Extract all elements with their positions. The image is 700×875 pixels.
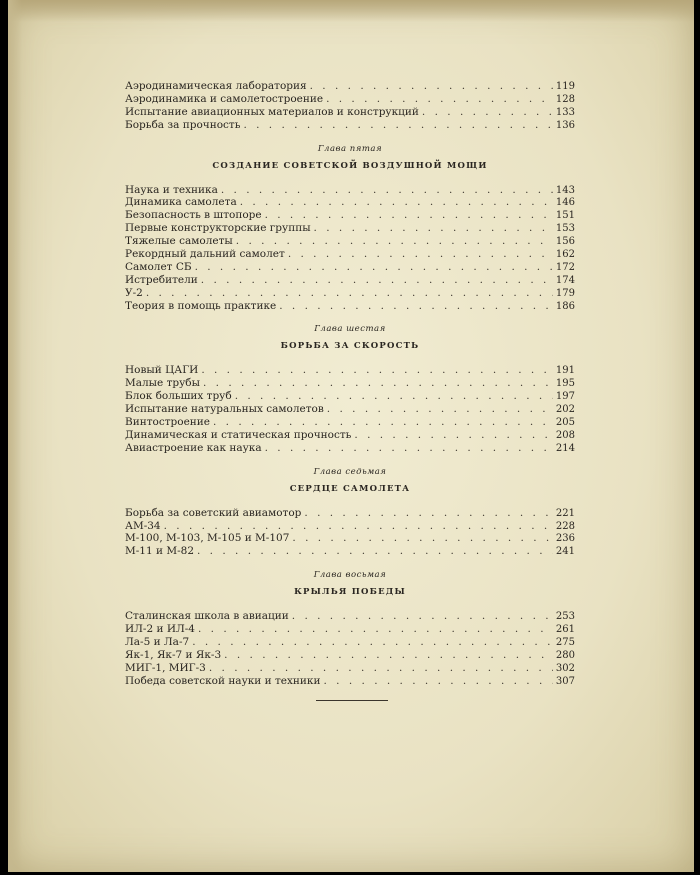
toc-entry-page: 191 <box>555 365 575 377</box>
toc-entry <box>125 390 575 403</box>
toc-entry <box>125 274 575 287</box>
toc-entry-page: 261 <box>555 624 575 636</box>
toc-entry-title: Малые трубы <box>125 377 200 390</box>
dot-leader <box>265 442 553 455</box>
dot-leader <box>326 93 553 106</box>
toc-entry-title: Первые конструкторские группы <box>125 222 311 235</box>
toc-entry <box>125 442 575 455</box>
toc-entry-page: 228 <box>555 520 575 532</box>
toc-entry <box>125 649 575 662</box>
dot-leader <box>279 300 553 313</box>
toc-entry-page: 119 <box>555 81 575 92</box>
dot-leader <box>146 287 553 300</box>
dot-leader <box>203 377 553 390</box>
toc-entry-page: 202 <box>555 404 575 416</box>
dot-leader <box>314 222 553 235</box>
toc-entry-title: Наука и техника <box>125 183 218 196</box>
page-spine-edge <box>8 0 22 872</box>
toc-entry-page: 174 <box>555 274 575 286</box>
toc-entry-title: Испытание натуральных самолетов <box>125 403 324 416</box>
toc-entry-page: 195 <box>555 378 575 390</box>
chapter-title: СЕРДЦЕ САМОЛЕТА <box>289 483 411 494</box>
dot-leader <box>310 80 553 93</box>
toc-entry-page: 241 <box>555 546 575 558</box>
toc-entry <box>125 222 575 235</box>
toc-entry-page: 205 <box>555 417 575 429</box>
toc-entry <box>125 675 575 688</box>
toc-entry <box>125 429 575 442</box>
toc-entry-title: Победа советской науки и техники <box>125 674 321 687</box>
toc-entry-page: 143 <box>555 184 575 196</box>
toc-entry-page: 133 <box>555 106 575 118</box>
dot-leader <box>201 274 553 287</box>
toc-entry-page: 186 <box>555 300 575 312</box>
toc-entry-page: 221 <box>555 507 575 519</box>
toc-entry-page: 280 <box>555 649 575 661</box>
chapter-label: Глава седьмая <box>313 466 387 477</box>
toc-entry-page: 172 <box>555 261 575 273</box>
dot-leader <box>224 649 553 662</box>
dot-leader <box>288 248 553 261</box>
toc-entry-title: Борьба за прочность <box>125 118 241 131</box>
toc-entry-title: Винтостроение <box>125 416 210 429</box>
toc-entry-title: М-100, М-103, М-105 и М-107 <box>125 532 290 545</box>
page-top-edge <box>8 0 694 22</box>
toc-entry-page: 214 <box>555 442 575 454</box>
toc-entry <box>125 520 575 533</box>
toc-entry-page: 253 <box>555 611 575 623</box>
toc-entry-title: Рекордный дальний самолет <box>125 248 285 261</box>
toc-entry-title: Теория в помощь практике <box>125 299 277 312</box>
toc-entry <box>125 377 575 390</box>
toc-entry-title: ИЛ-2 и ИЛ-4 <box>125 623 195 636</box>
chapter-title: БОРЬБА ЗА СКОРОСТЬ <box>280 341 420 352</box>
dot-leader <box>213 416 553 429</box>
toc-entry <box>125 184 575 197</box>
toc-entry-title: Безопасность в штопоре <box>125 209 262 222</box>
toc-entry-page: 179 <box>555 287 575 299</box>
toc-entry <box>125 119 575 132</box>
toc-entry-title: Тяжелые самолеты <box>125 235 233 248</box>
toc-entry-page: 136 <box>555 119 575 131</box>
toc-entry-title: Борьба за советский авиамотор <box>125 506 302 519</box>
toc-entry-page: 307 <box>555 675 575 687</box>
toc-entry-title: Новый ЦАГИ <box>125 364 199 377</box>
toc-entry-title: Динамика самолета <box>125 196 237 209</box>
chapter-label: Глава шестая <box>314 324 386 335</box>
toc-entry <box>125 610 575 623</box>
toc-entry-title: МИГ-1, МИГ-3 <box>125 661 206 674</box>
dot-leader <box>209 662 553 675</box>
toc-entry <box>125 93 575 106</box>
toc-entry <box>125 623 575 636</box>
toc-entry-page: 151 <box>555 210 575 222</box>
toc-entry-title: Аэродинамическая лаборатория <box>125 80 307 92</box>
book-page <box>8 0 694 872</box>
chapter-title: СОЗДАНИЕ СОВЕТСКОЙ ВОЗДУШНОЙ МОЩИ <box>212 160 488 171</box>
table-of-contents <box>125 80 575 688</box>
chapter-label: Глава пятая <box>317 143 383 154</box>
toc-entry-title: Испытание авиационных материалов и конструкций <box>125 105 419 118</box>
toc-entry <box>125 300 575 313</box>
toc-entry-page: 236 <box>555 533 575 545</box>
dot-leader <box>221 184 553 197</box>
toc-entry-title: Як-1, Як-7 и Як-3 <box>125 648 222 661</box>
toc-entry-title: У-2 <box>125 286 143 299</box>
dot-leader <box>240 196 553 209</box>
toc-entry <box>125 248 575 261</box>
dot-leader <box>236 235 553 248</box>
toc-entry-title: Истребители <box>125 273 198 286</box>
toc-entry-title: Самолет СБ <box>125 260 192 273</box>
dot-leader <box>324 675 554 688</box>
toc-entry-page: 275 <box>555 637 575 649</box>
toc-entry-title: Сталинская школа в авиации <box>125 610 289 623</box>
toc-entry-title: Динамическая и статическая прочность <box>125 428 352 441</box>
toc-entry <box>125 545 575 558</box>
dot-leader <box>195 261 553 274</box>
chapter-title: КРЫЛЬЯ ПОБЕДЫ <box>294 587 406 598</box>
dot-leader <box>292 610 553 623</box>
toc-entry-page: 128 <box>555 93 575 105</box>
dot-leader <box>192 636 553 649</box>
toc-entry-title: М-11 и М-82 <box>125 545 194 558</box>
toc-entry <box>125 235 575 248</box>
toc-entry-title: АМ-34 <box>125 519 161 532</box>
dot-leader <box>197 545 553 558</box>
toc-entry-page: 197 <box>555 391 575 403</box>
toc-entry-page: 156 <box>555 236 575 248</box>
toc-entry <box>125 532 575 545</box>
toc-entry <box>125 80 575 93</box>
toc-entry-title: Блок больших труб <box>125 390 232 403</box>
toc-entry <box>125 106 575 119</box>
toc-entry <box>125 261 575 274</box>
toc-entry <box>125 507 575 520</box>
toc-entry <box>125 636 575 649</box>
toc-entry-page: 302 <box>555 662 575 674</box>
toc-entry <box>125 403 575 416</box>
dot-leader <box>327 403 553 416</box>
dot-leader <box>304 507 553 520</box>
toc-entry-page: 146 <box>555 197 575 209</box>
toc-entry <box>125 287 575 300</box>
dot-leader <box>265 209 553 222</box>
chapter-label: Глава восьмая <box>313 570 387 581</box>
toc-entry-title: Авиастроение как наука <box>125 441 262 454</box>
closing-rule <box>316 700 388 701</box>
dot-leader <box>198 623 553 636</box>
toc-entry-page: 153 <box>555 223 575 235</box>
dot-leader <box>243 119 553 132</box>
toc-entry <box>125 364 575 377</box>
dot-leader <box>292 532 553 545</box>
dot-leader <box>422 106 553 119</box>
dot-leader <box>201 364 553 377</box>
toc-entry <box>125 662 575 675</box>
toc-entry <box>125 209 575 222</box>
toc-entry <box>125 196 575 209</box>
toc-entry-title: Ла-5 и Ла-7 <box>125 636 190 649</box>
dot-leader <box>164 520 553 533</box>
dot-leader <box>354 429 553 442</box>
dot-leader <box>235 390 553 403</box>
toc-entry-page: 208 <box>555 429 575 441</box>
toc-entry-page: 162 <box>555 249 575 261</box>
toc-entry-title: Аэродинамика и самолетостроение <box>125 92 324 105</box>
toc-entry <box>125 416 575 429</box>
